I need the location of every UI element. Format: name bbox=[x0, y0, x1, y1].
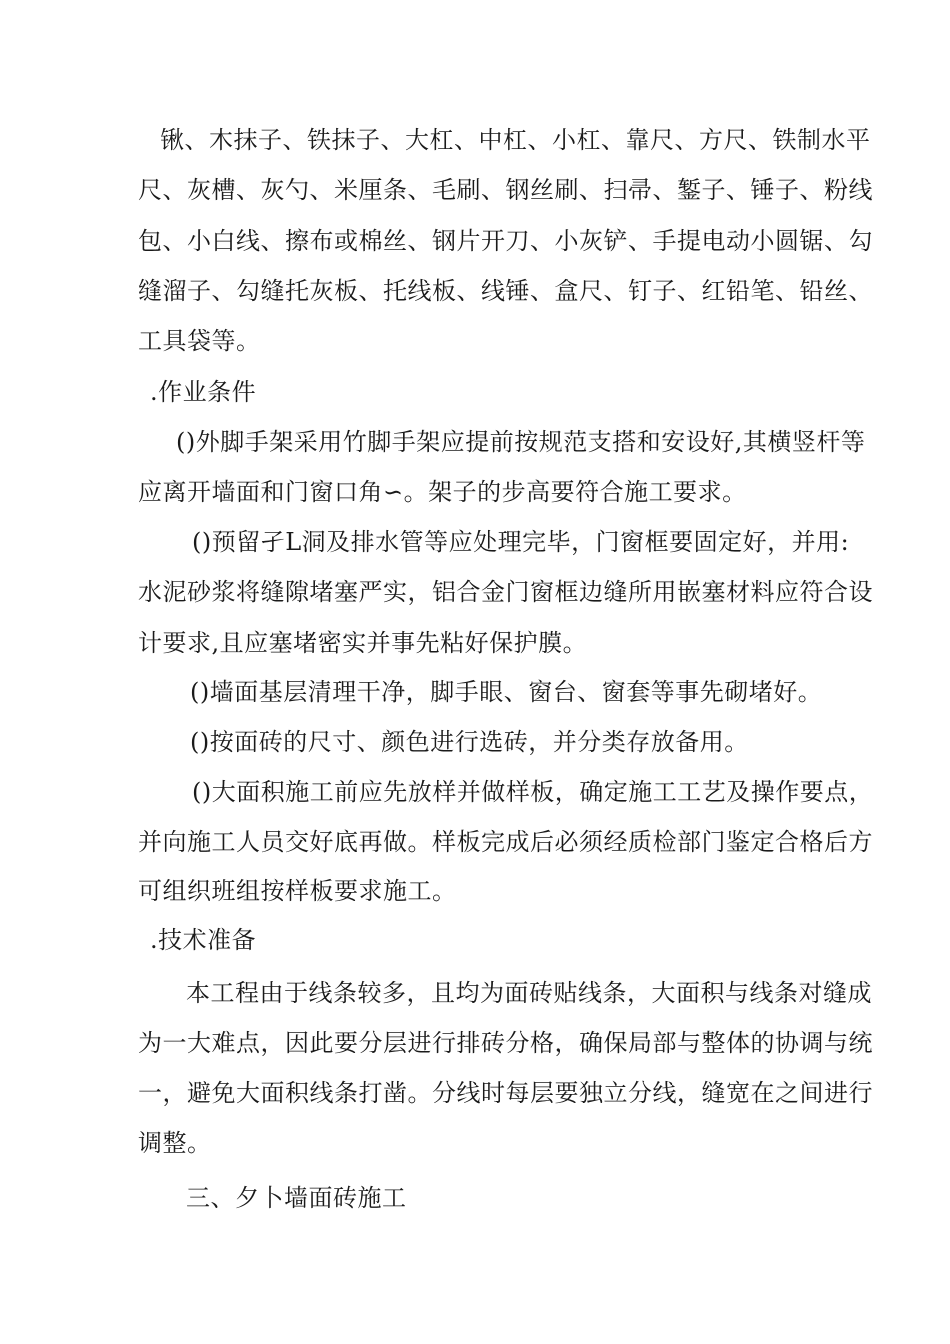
text-line: 一，避免大面积线条打凿。分线时每层要独立分线，缝宽在之间进行 bbox=[138, 1079, 873, 1107]
text-line: 缝溜子、勾缝托灰板、托线板、线锤、盒尺、钉子、红铅笔、铅丝、 bbox=[138, 277, 873, 305]
text-line: 并向施工人员交好底再做。样板完成后必须经质检部门鉴定合格后方 bbox=[138, 828, 873, 856]
text-line: 包、小白线、擦布或棉丝、钢片开刀、小灰铲、手提电动小圆锯、勾 bbox=[138, 227, 873, 255]
text-line: ()按面砖的尺寸、颜色进行选砖，并分类存放备用。 bbox=[190, 728, 749, 756]
text-line: 调整。 bbox=[138, 1129, 212, 1157]
text-line: ()外脚手架采用竹脚手架应提前按规范支搭和安设好,其横竖杆等 bbox=[176, 428, 866, 456]
text-line: ()大面积施工前应先放样并做样板，确定施工工艺及操作要点， bbox=[192, 778, 874, 806]
text-line: ()预留孑L洞及排水管等应处理完毕，门窗框要固定好，并用: bbox=[192, 528, 850, 556]
text-line: 水泥砂浆将缝隙堵塞严实，铝合金门窗框边缝所用嵌塞材料应符合设 bbox=[138, 578, 873, 606]
chapter-heading: 三、夕卜墙面砖施工 bbox=[186, 1184, 407, 1212]
text-line: ()墙面基层清理干净，脚手眼、窗台、窗套等事先砌堵好。 bbox=[190, 678, 823, 706]
text-line: 为一大难点，因此要分层进行排砖分格，确保局部与整体的协调与统 bbox=[138, 1029, 873, 1057]
text-line: 锹、木抹子、铁抹子、大杠、中杠、小杠、靠尺、方尺、铁制水平 bbox=[160, 126, 871, 154]
text-line: 应离开墙面和门窗口角∽。架子的步高要符合施工要求。 bbox=[138, 478, 747, 506]
text-line: 计要求,且应塞堵密实并事先粘好保护膜。 bbox=[138, 629, 588, 657]
section-heading: .技术准备 bbox=[150, 926, 257, 954]
text-line: 本工程由于线条较多，且均为面砖贴线条，大面积与线条对缝成 bbox=[186, 979, 872, 1007]
text-line: 可组织班组按样板要求施工。 bbox=[138, 877, 457, 905]
section-heading: .作业条件 bbox=[150, 378, 257, 406]
text-line: 尺、灰槽、灰勺、米厘条、毛刷、钢丝刷、扫帚、錾子、锤子、粉线 bbox=[138, 176, 873, 204]
text-line: 工具袋等。 bbox=[138, 327, 261, 355]
